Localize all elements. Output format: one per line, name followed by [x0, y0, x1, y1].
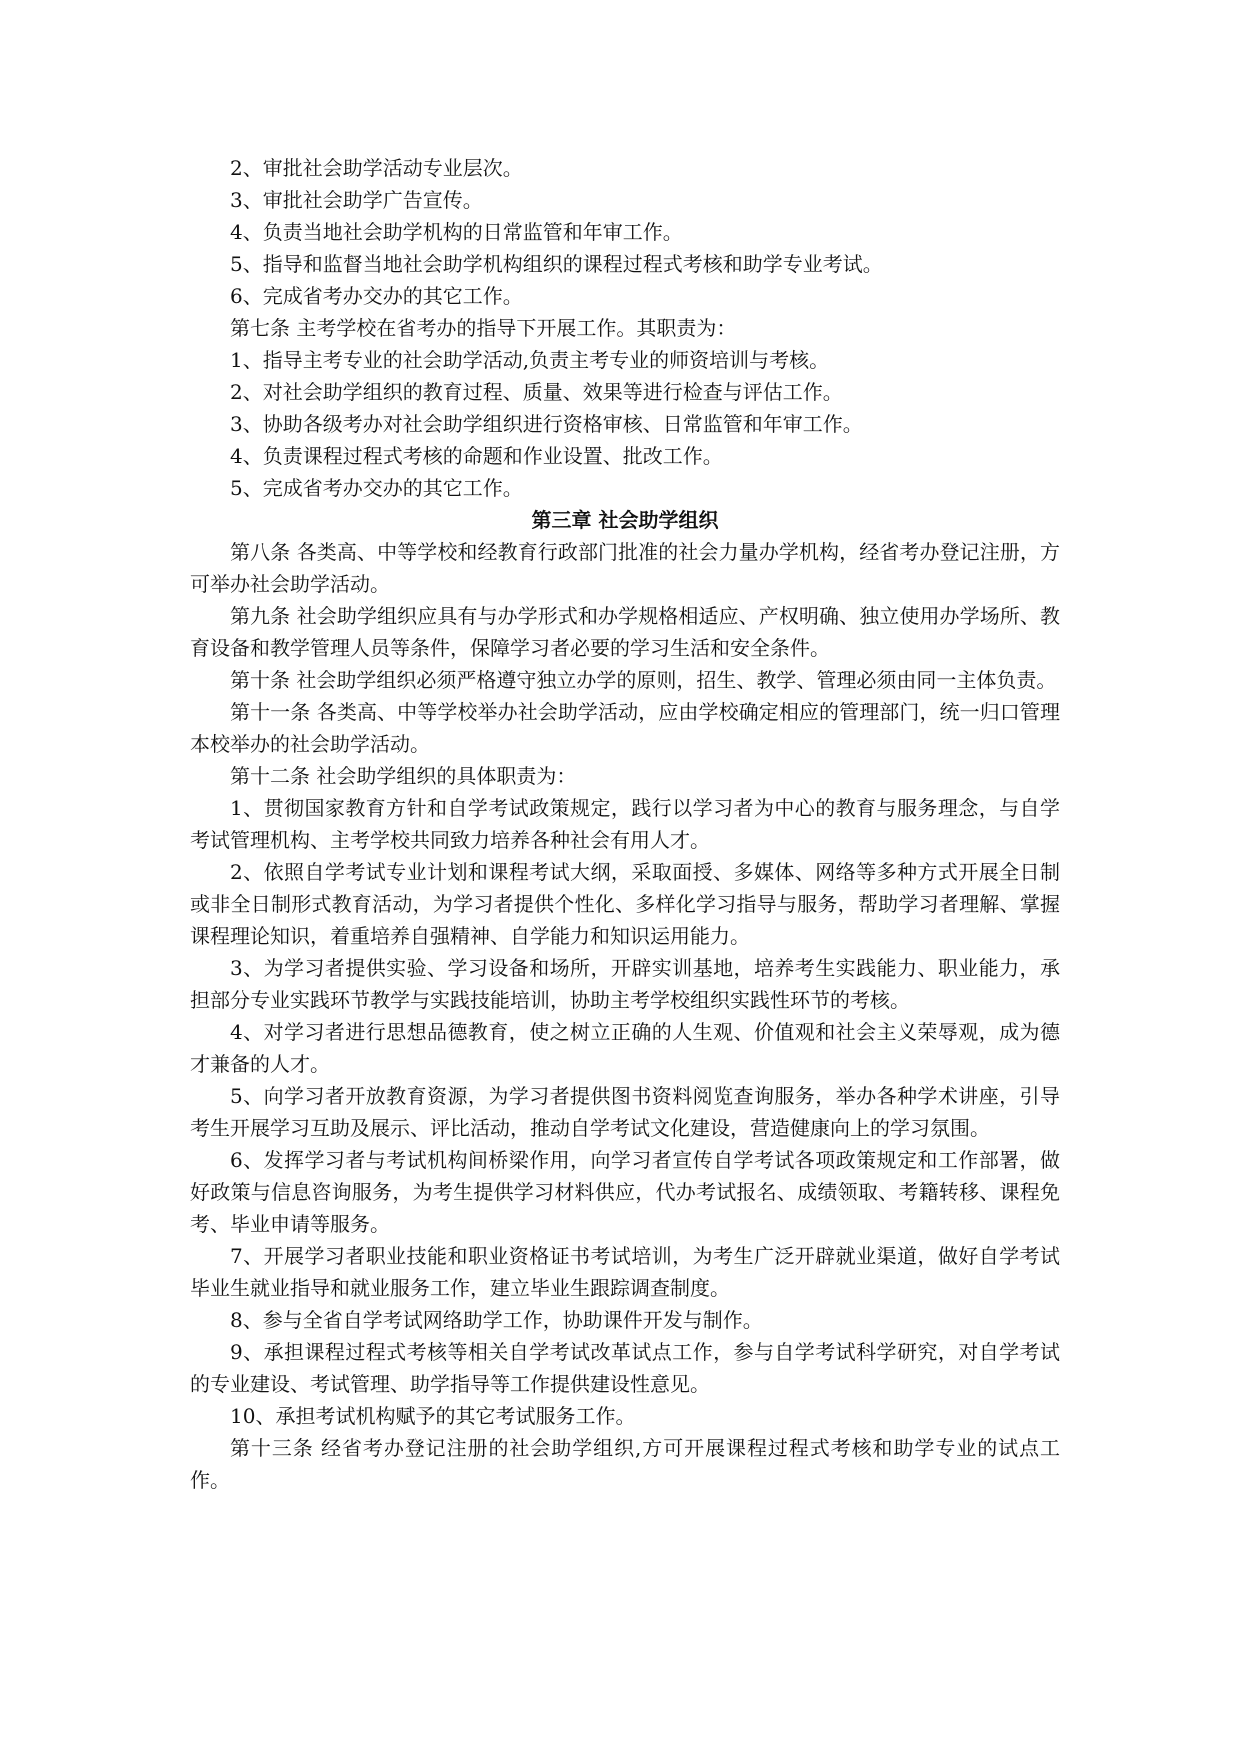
paragraph: 2、依照自学考试专业计划和课程考试大纲，采取面授、多媒体、网络等多种方式开展全日制或非全日制形式教育活动，为学习者提供个性化、多样化学习指导与服务，帮助学习者理解、掌握课程理论知识，着重培养自强精神、自学能力和知识运用能力。	[190, 860, 1060, 948]
paragraph: 9、承担课程过程式考核等相关自学考试改革试点工作，参与自学考试科学研究，对自学考试的专业建设、考试管理、助学指导等工作提供建设性意见。	[190, 1340, 1060, 1396]
paragraph: 4、对学习者进行思想品德教育，使之树立正确的人生观、价值观和社会主义荣辱观，成为德才兼备的人才。	[190, 1020, 1060, 1076]
paragraph: 6、发挥学习者与考试机构间桥梁作用，向学习者宣传自学考试各项政策规定和工作部署，做好政策与信息咨询服务，为考生提供学习材料供应，代办考试报名、成绩领取、考籍转移、课程免考、毕业申请等服务。	[190, 1148, 1060, 1236]
paragraph: 3、协助各级考办对社会助学组织进行资格审核、日常监管和年审工作。	[230, 412, 863, 436]
article-7-paragraph: 第七条 主考学校在省考办的指导下开展工作。其职责为：	[230, 316, 737, 340]
article-11-paragraph: 第十一条 各类高、中等学校举办社会助学活动，应由学校确定相应的管理部门，统一归口管理本校举办的社会助学活动。	[190, 700, 1060, 756]
paragraph: 2、对社会助学组织的教育过程、质量、效果等进行检查与评估工作。	[230, 380, 843, 404]
article-10-paragraph: 第十条 社会助学组织必须严格遵守独立办学的原则，招生、教学、管理必须由同一主体负责。	[230, 668, 1057, 692]
article-12-paragraph: 第十二条 社会助学组织的具体职责为：	[230, 764, 577, 788]
paragraph: 2、审批社会助学活动专业层次。	[230, 156, 523, 180]
paragraph: 5、完成省考办交办的其它工作。	[230, 476, 523, 500]
paragraph: 5、指导和监督当地社会助学机构组织的课程过程式考核和助学专业考试。	[230, 252, 883, 276]
paragraph: 10、承担考试机构赋予的其它考试服务工作。	[230, 1404, 636, 1428]
document-body	[190, 152, 1060, 1496]
paragraph: 3、审批社会助学广告宣传。	[230, 188, 483, 212]
paragraph: 5、向学习者开放教育资源，为学习者提供图书资料阅览查询服务，举办各种学术讲座，引导考生开展学习互助及展示、评比活动，推动自学考试文化建设，营造健康向上的学习氛围。	[190, 1084, 1060, 1140]
paragraph: 6、完成省考办交办的其它工作。	[230, 284, 523, 308]
article-8-paragraph: 第八条 各类高、中等学校和经教育行政部门批准的社会力量办学机构，经省考办登记注册，方可举办社会助学活动。	[190, 540, 1060, 596]
paragraph: 1、指导主考专业的社会助学活动,负责主考专业的师资培训与考核。	[230, 348, 830, 372]
paragraph: 8、参与全省自学考试网络助学工作，协助课件开发与制作。	[230, 1308, 763, 1332]
article-13-paragraph: 第十三条 经省考办登记注册的社会助学组织,方可开展课程过程式考核和助学专业的试点工作。	[190, 1436, 1060, 1492]
article-9-paragraph: 第九条 社会助学组织应具有与办学形式和办学规格相适应、产权明确、独立使用办学场所、教育设备和教学管理人员等条件，保障学习者必要的学习生活和安全条件。	[190, 604, 1060, 660]
chapter-heading: 第三章 社会助学组织	[531, 508, 719, 532]
paragraph: 7、开展学习者职业技能和职业资格证书考试培训，为考生广泛开辟就业渠道，做好自学考试毕业生就业指导和就业服务工作，建立毕业生跟踪调查制度。	[190, 1244, 1060, 1300]
paragraph: 4、负责课程过程式考核的命题和作业设置、批改工作。	[230, 444, 723, 468]
paragraph: 3、为学习者提供实验、学习设备和场所，开辟实训基地，培养考生实践能力、职业能力，承担部分专业实践环节教学与实践技能培训，协助主考学校组织实践性环节的考核。	[190, 956, 1060, 1012]
paragraph: 1、贯彻国家教育方针和自学考试政策规定，践行以学习者为中心的教育与服务理念，与自学考试管理机构、主考学校共同致力培养各种社会有用人才。	[190, 796, 1060, 852]
paragraph: 4、负责当地社会助学机构的日常监管和年审工作。	[230, 220, 683, 244]
